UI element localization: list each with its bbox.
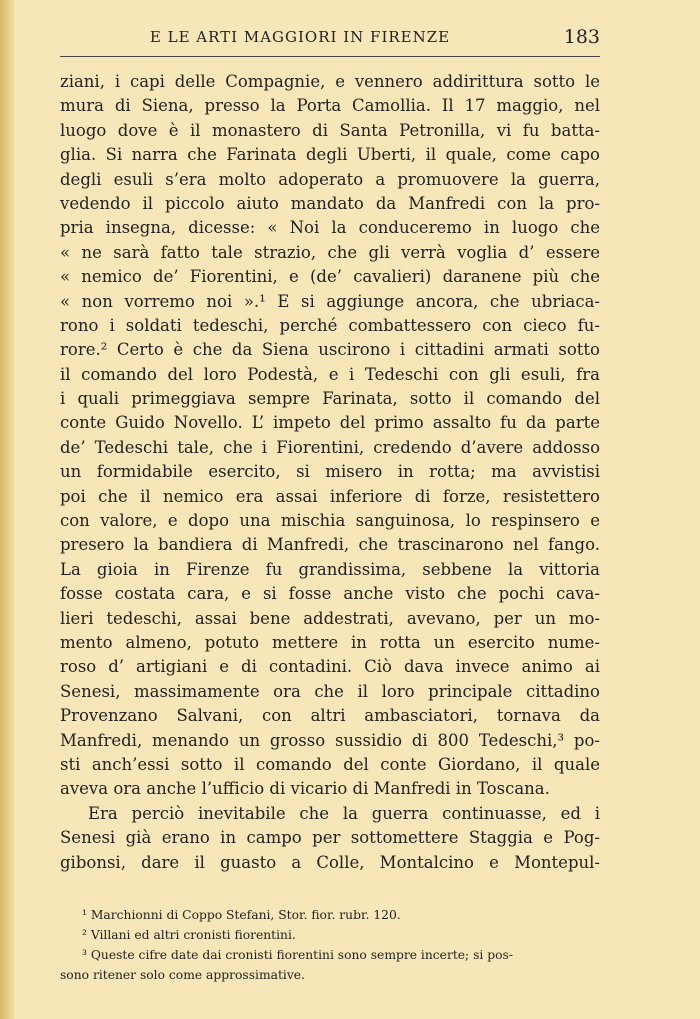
text-line: lieri tedeschi, assai bene addestrati, avevano, per un mo-: [60, 608, 600, 628]
text-line: sti anch’essi sotto il comando del conte Giordano, il quale: [60, 754, 600, 774]
text-line: vedendo il piccolo aiuto mandato da Manfredi con la pro-: [60, 193, 600, 213]
text-line: il comando del loro Podestà, e i Tedeschi con gli esuli, fra: [60, 364, 600, 384]
footnote: sono ritener solo come approssimative.: [60, 968, 305, 982]
text-line: ziani, i capi delle Compagnie, e vennero addirittura sotto le: [60, 72, 600, 91]
page-header: [60, 28, 600, 54]
text-line: Era perciò inevitabile che la guerra continuasse, ed i: [88, 803, 600, 823]
text-line: degli esuli s’era molto adoperato a promuovere la guerra,: [60, 169, 600, 189]
text-line: un formidabile esercito, si misero in rotta; ma avvistisi: [60, 462, 600, 482]
text-line: presero la bandiera di Manfredi, che trascinarono nel fango.: [60, 535, 600, 555]
footnote: ³ Queste cifre date dai cronisti fiorentini sono sempre incerte; si pos-: [82, 948, 513, 962]
text-line: con valore, e dopo una mischia sanguinosa, lo respinsero e: [60, 511, 600, 531]
page-edge: [0, 0, 14, 1019]
text-line: pria insegna, dicesse: « Noi la conduceremo in luogo che: [60, 218, 600, 238]
text-line: conte Guido Novello. L’ impeto del primo assalto fu da parte: [60, 413, 600, 433]
text-line: poi che il nemico era assai inferiore di forze, resistettero: [60, 486, 600, 506]
text-line: i quali primeggiava sempre Farinata, sotto il comando del: [60, 389, 600, 409]
body-text: [60, 70, 600, 875]
text-line: « nemico de’ Fiorentini, e (de’ cavalieri) daranene più che: [60, 267, 600, 287]
text-line: Senesi già erano in campo per sottomettere Staggia e Pog-: [60, 828, 600, 848]
text-line: mento almeno, potuto mettere in rotta un esercito nume-: [60, 632, 600, 652]
text-line: de’ Tedeschi tale, che i Fiorentini, credendo d’avere addosso: [60, 437, 600, 457]
footnotes: [60, 905, 600, 985]
text-line: Senesi, massimamente ora che il loro principale cittadino: [60, 681, 600, 701]
text-line: rore.² Certo è che da Siena uscirono i cittadini armati sotto: [60, 340, 600, 360]
text-line: Provenzano Salvani, con altri ambasciatori, tornava da: [60, 706, 600, 726]
text-line: glia. Si narra che Farinata degli Uberti, il quale, come capo: [60, 145, 600, 165]
text-line: La gioia in Firenze fu grandissima, sebbene la vittoria: [60, 559, 600, 579]
text-line: luogo dove è il monastero di Santa Petronilla, vi fu batta-: [60, 120, 600, 140]
text-line: Manfredi, menando un grosso sussidio di 800 Tedeschi,³ po-: [60, 730, 600, 750]
text-line: aveva ora anche l’ufficio di vicario di Manfredi in Toscana.: [60, 779, 550, 799]
header-rule: [60, 56, 600, 57]
running-title: E LE ARTI MAGGIORI IN FIRENZE: [149, 28, 451, 46]
footnote: ¹ Marchionni di Coppo Stefani, Stor. fior. rubr. 120.: [82, 908, 401, 922]
text-line: roso d’ artigiani e di contadini. Ciò dava invece animo ai: [60, 657, 600, 677]
text-line: mura di Siena, presso la Porta Camollia. Il 17 maggio, nel: [60, 96, 600, 116]
page-number: 183: [563, 26, 600, 48]
text-line: rono i soldati tedeschi, perché combattessero con cieco fu-: [60, 315, 600, 335]
footnote: ² Villani ed altri cronisti fiorentini.: [82, 928, 296, 942]
text-line: « non vorremo noi ».¹ E si aggiunge ancora, che ubriaca-: [60, 291, 600, 311]
text-line: gibonsi, dare il guasto a Colle, Montalcino e Montepul-: [60, 852, 600, 872]
text-line: fosse costata cara, e si fosse anche visto che pochi cava-: [60, 584, 600, 604]
text-line: « ne sarà fatto tale strazio, che gli verrà voglia d’ essere: [60, 242, 600, 262]
